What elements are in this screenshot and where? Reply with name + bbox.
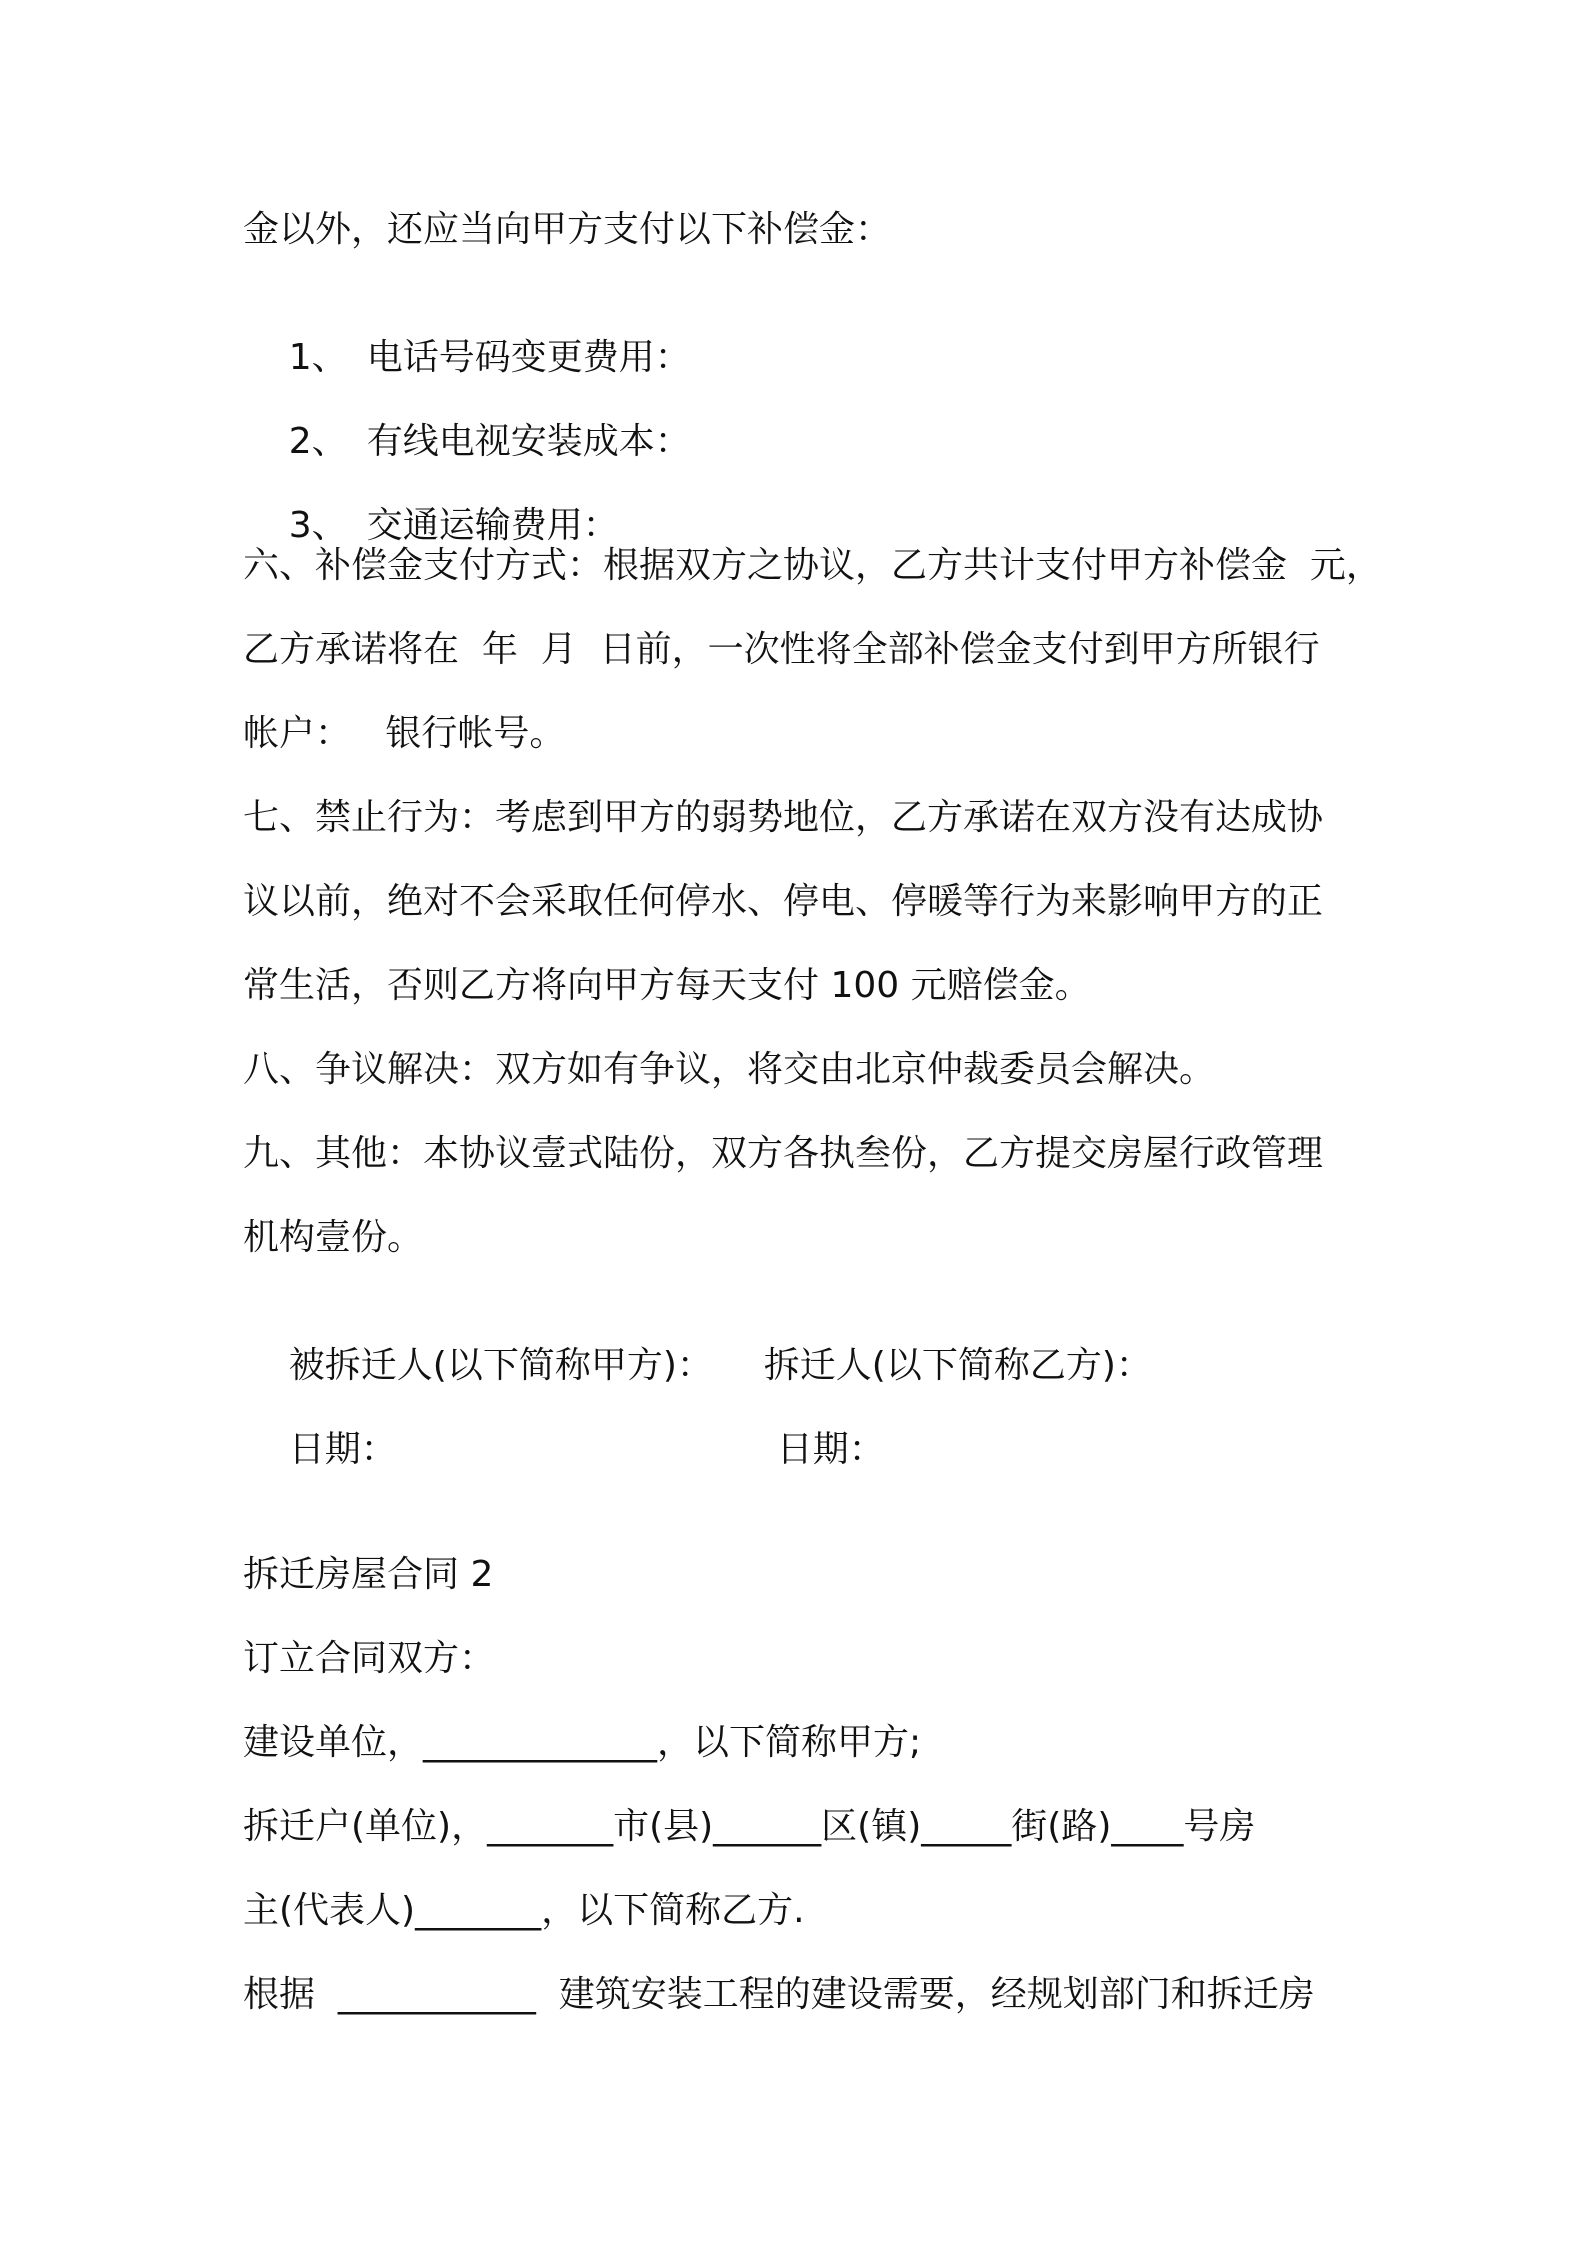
list-text: 交通运输费用： [366,505,619,546]
text-line: 乙方承诺将在 年 月 日前，一次性将全部补偿金支付到甲方所银行 [243,629,1320,670]
text-line: 主(代表人)_______，以下简称乙方. [243,1890,805,1931]
list-text: 电话号码变更费用： [366,337,691,378]
text-line: 议以前，绝对不会采取任何停水、停电、停暖等行为来影响甲方的正 [243,881,1324,922]
list-number: 3、 [288,505,348,546]
text-line: 八、争议解决：双方如有争议，将交由北京仲裁委员会解决。 [243,1049,1216,1090]
date-party-b: 日期： [776,1429,885,1470]
date-party-a: 日期： [288,1429,397,1470]
section-title: 拆迁房屋合同 2 [243,1554,494,1595]
signature-party-b: 拆迁人(以下简称乙方)： [763,1345,1152,1386]
text-line: 金以外，还应当向甲方支付以下补偿金： [243,209,892,250]
text-line: 六、补偿金支付方式：根据双方之协议，乙方共计支付甲方补偿金 元， [243,545,1382,586]
text-line: 常生活，否则乙方将向甲方每天支付 100 元赔偿金。 [243,965,1091,1006]
text-line: 七、禁止行为：考虑到甲方的弱势地位，乙方承诺在双方没有达成协 [243,797,1324,838]
text-line: 订立合同双方： [243,1638,496,1679]
text-line: 拆迁户(单位)，_______市(县)______区(镇)_____街(路)____号房 [243,1806,1256,1847]
list-number: 1、 [288,337,348,378]
text-line: 根据 ___________ 建筑安装工程的建设需要，经规划部门和拆迁房 [243,1974,1315,2015]
text-line: 机构壹份。 [243,1217,424,1258]
date-row [243,1384,885,1516]
list-number: 2、 [288,421,348,462]
list-text: 有线电视安装成本： [366,421,691,462]
text-line: 帐户： 银行帐号。 [243,713,566,754]
signature-party-a: 被拆迁人(以下简称甲方)： [288,1345,713,1386]
text-line: 九、其他：本协议壹式陆份，双方各执叁份，乙方提交房屋行政管理 [243,1133,1324,1174]
text-line: 建设单位，_____________，以下简称甲方; [243,1722,922,1763]
